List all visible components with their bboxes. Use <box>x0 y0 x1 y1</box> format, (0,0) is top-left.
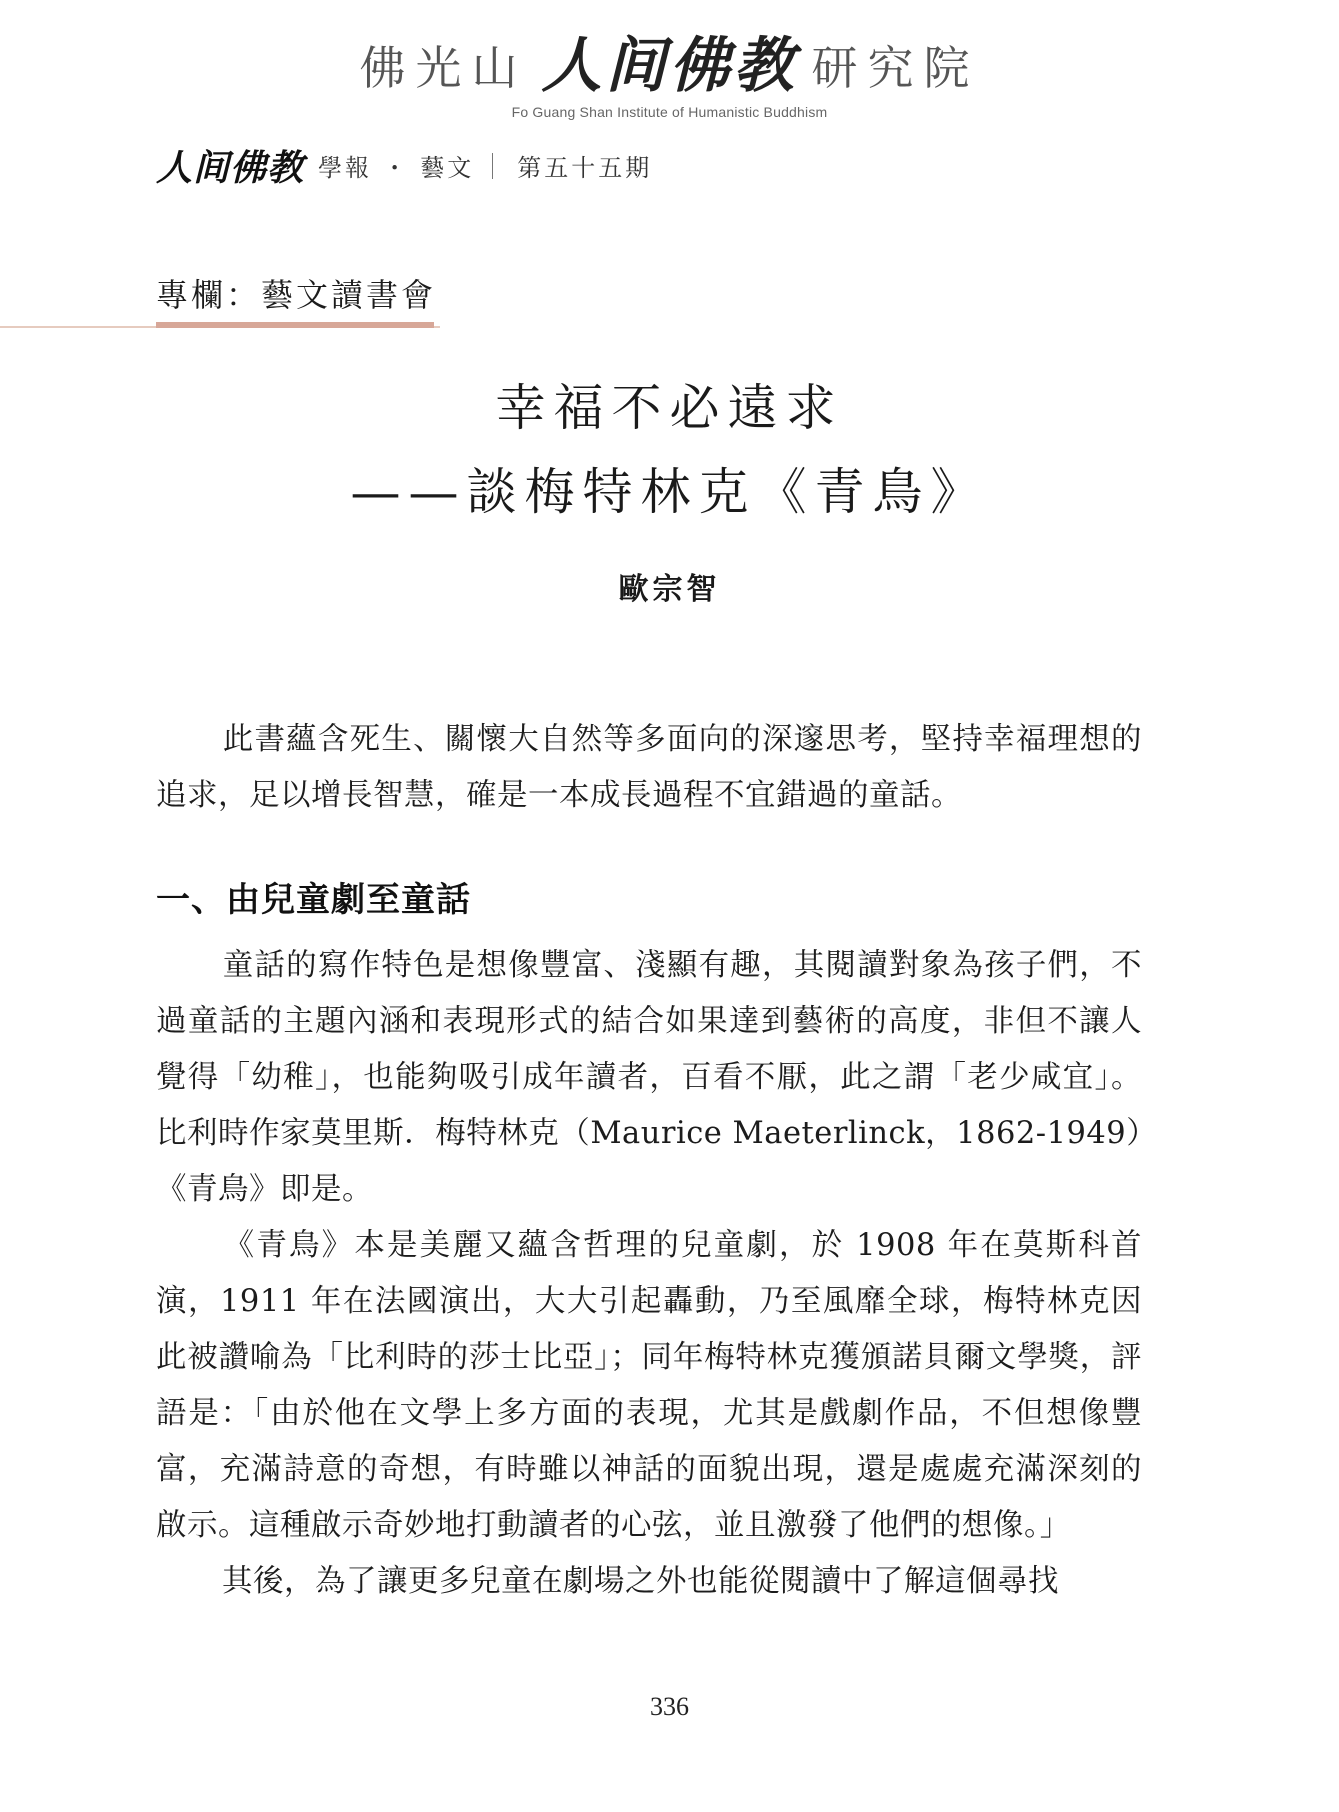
institute-suffix: 研究院 <box>811 41 980 95</box>
institute-english-name: Fo Guang Shan Institute of Humanistic Buddhism <box>511 104 828 120</box>
page-number: 336 <box>650 1692 689 1721</box>
paragraph-text: 《青鳥》本是美麗又蘊含哲理的兒童劇，於 1908 年在莫斯科首演，1911 年在法國演出，大大引起轟動，乃至風靡全球，梅特林克因此被讚喻為「比利時的莎士比亞」；同年梅特林克獲頒諾貝爾文學獎，評語是：「由於他在文學上多方面的表現，尤其是戲劇作品，不但想像豐富，充滿詩意的奇想，有時雖以神話的面貌出現，還是處處充滿深刻的啟示。這種啟示奇妙地打動讀者的心弦，並且激發了他們的想像。」 <box>156 1228 1142 1543</box>
article-title: 幸福不必遠求 <box>495 379 844 437</box>
abstract-block <box>156 712 1142 824</box>
abstract-paragraph <box>156 712 1142 824</box>
institute-prefix: 佛光山 <box>359 41 528 95</box>
institute-brand-calligraphy: 人间佛教 <box>541 31 798 101</box>
paragraph-text: 其後，為了讓更多兒童在劇場之外也能從閱讀中了解這個尋找 <box>222 1564 1059 1599</box>
section-heading: 一、由兒童劇至童話 <box>156 880 471 920</box>
journal-logo: 人间佛教 <box>156 148 305 189</box>
body-paragraph <box>156 1554 1142 1610</box>
journal-issue: 第五十五期 <box>517 154 653 182</box>
body-paragraph <box>156 1218 1142 1554</box>
journal-series: 學報 ・ 藝文 <box>318 154 475 182</box>
journal-running-header <box>156 140 652 191</box>
abstract-text: 此書蘊含死生、關懷大自然等多面向的深邃思考，堅持幸福理想的追求，足以增長智慧，確是一本成長過程不宜錯過的童話。 <box>156 722 1142 813</box>
body-paragraph <box>156 938 1142 1218</box>
institute-name <box>359 31 980 101</box>
body-text <box>156 938 1142 1610</box>
column-rule-accent <box>156 322 434 328</box>
paragraph-text: 童話的寫作特色是想像豐富、淺顯有趣，其閱讀對象為孩子們，不過童話的主題內涵和表現形式的結合如果達到藝術的高度，非但不讓人覺得「幼稚」，也能夠吸引成年讀者，百看不厭，此之謂「老少咸宜」。比利時作家莫里斯．梅特林克（Maurice Maeterlinck，1862-1949）《青鳥》即是。 <box>156 948 1142 1207</box>
header-divider <box>492 153 493 179</box>
article-subtitle: ——談梅特林克《青鳥》 <box>350 463 989 521</box>
column-label: 專欄：藝文讀書會 <box>156 276 437 314</box>
institute-banner <box>0 31 1339 101</box>
article-author: 歐宗智 <box>618 572 721 607</box>
